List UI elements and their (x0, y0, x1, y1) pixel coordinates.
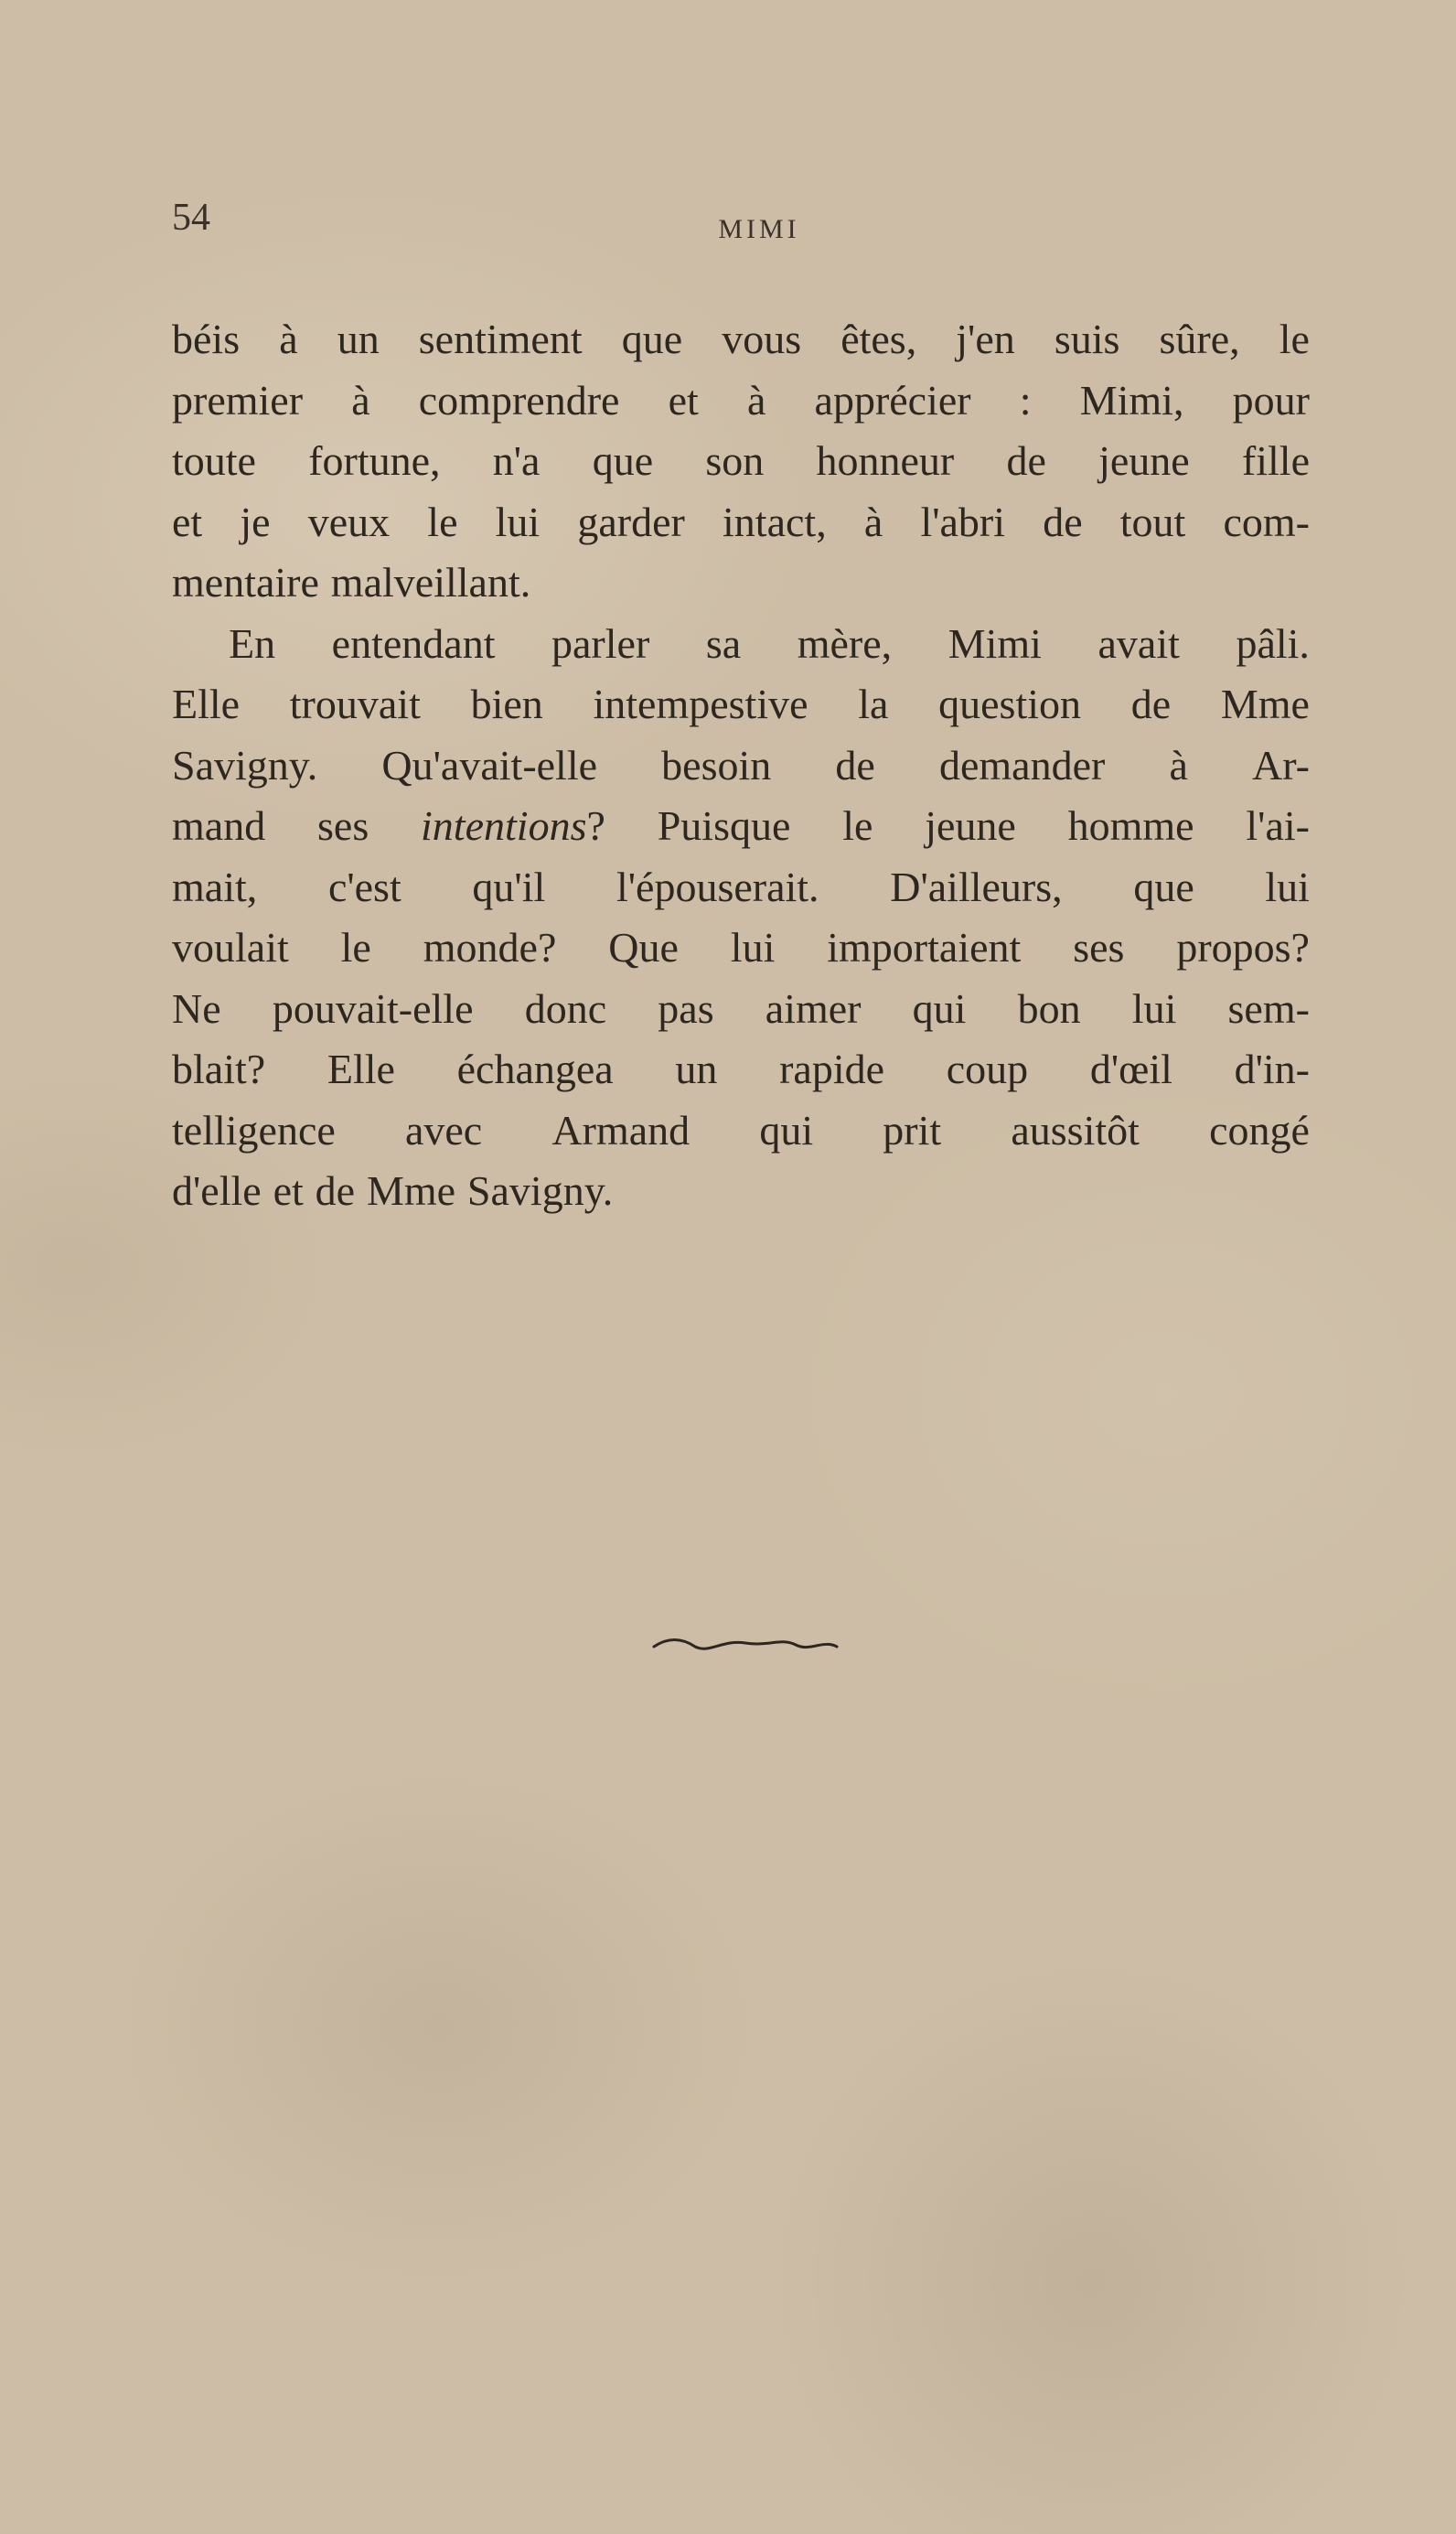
word: mentaire (172, 559, 319, 606)
word: Elle (172, 681, 241, 727)
word: aussitôt (1011, 1106, 1140, 1154)
word: jeune (925, 802, 1016, 849)
word: un (675, 1046, 718, 1092)
word: En (229, 619, 276, 667)
word: prit (883, 1106, 942, 1154)
word: son (705, 437, 765, 484)
word: qui (759, 1106, 814, 1154)
word: mère, (797, 619, 893, 667)
word: la (858, 681, 889, 727)
word: qui (912, 984, 967, 1032)
word: malveillant. (330, 559, 531, 606)
word: que (592, 437, 654, 484)
word: n'a (492, 437, 541, 484)
word: ses (1073, 924, 1125, 971)
word: comprendre (418, 376, 620, 424)
word: de (1006, 437, 1046, 484)
word: intempestive (593, 681, 808, 727)
page-header (172, 196, 1310, 251)
text-line (172, 614, 1310, 675)
text-line (172, 553, 1310, 614)
word: propos? (1176, 924, 1310, 971)
text-line (172, 1101, 1310, 1162)
word: question (938, 681, 1082, 727)
word: Savigny. (466, 1167, 614, 1214)
word: monde? (423, 924, 557, 971)
word: êtes, (840, 316, 917, 362)
text-line (172, 370, 1310, 432)
word: com- (1223, 498, 1310, 545)
word: parler (551, 619, 650, 667)
text-line (172, 857, 1310, 918)
word: Savigny. (172, 741, 318, 789)
word: garder (577, 498, 685, 545)
word: fortune, (308, 437, 441, 484)
word: coup (946, 1046, 1029, 1092)
word: de (315, 1167, 356, 1214)
word: Mme (366, 1167, 456, 1214)
word: mait, (172, 863, 258, 910)
word: ses (317, 802, 369, 849)
word: Mme (1220, 681, 1310, 727)
word: d'elle (172, 1167, 262, 1214)
word: de (1043, 498, 1083, 545)
word: pour (1232, 376, 1310, 424)
word: à (351, 376, 370, 424)
word: telligence (172, 1106, 336, 1154)
word: jeune (1098, 437, 1190, 484)
text-line (172, 674, 1310, 736)
word: fille (1241, 437, 1310, 484)
word: demander (938, 741, 1106, 789)
word: apprécier (814, 376, 971, 424)
body-text (172, 309, 1310, 1222)
word: j'en (956, 316, 1015, 362)
text-line (172, 1039, 1310, 1101)
word: et (668, 376, 699, 424)
word: rapide (779, 1046, 885, 1092)
word: intentions? (421, 802, 605, 849)
word: lui (1131, 984, 1177, 1032)
word: D'ailleurs, (890, 863, 1063, 910)
word: l'ai- (1246, 802, 1310, 849)
word: Ar- (1251, 741, 1310, 789)
word: besoin (661, 741, 772, 789)
word: je (240, 498, 271, 545)
word: lui (730, 924, 776, 971)
word: intact, (723, 498, 827, 545)
word: importaient (827, 924, 1022, 971)
word: un (337, 316, 380, 362)
word: sûre, (1159, 316, 1240, 362)
word: lui (495, 498, 541, 545)
word: bon (1017, 984, 1081, 1032)
page-number: 54 (172, 197, 210, 239)
word: de (835, 741, 875, 789)
word: honneur (816, 437, 955, 484)
word: d'œil (1089, 1046, 1172, 1092)
word: qu'il (472, 863, 546, 910)
word: que (621, 316, 683, 362)
word: pas (658, 984, 714, 1032)
word: toute (172, 437, 256, 484)
word: homme (1067, 802, 1194, 849)
word: sem- (1227, 984, 1310, 1032)
word: à (746, 376, 766, 424)
word: Armand (551, 1106, 691, 1154)
text-line (172, 736, 1310, 797)
word: l'abri (920, 498, 1006, 545)
word: à (279, 316, 298, 362)
word: pouvait-elle (272, 984, 474, 1032)
word: à (863, 498, 883, 545)
word: tout (1119, 498, 1186, 545)
text-line (172, 979, 1310, 1040)
section-end-ornament (649, 1630, 841, 1658)
word: c'est (327, 863, 401, 910)
word: Elle (327, 1046, 395, 1092)
word: vous (722, 316, 802, 362)
word: le (842, 802, 873, 849)
word: mand (172, 802, 266, 849)
word: blait? (172, 1046, 266, 1092)
word: congé (1209, 1106, 1310, 1154)
word: voulait (172, 924, 289, 971)
word: bien (470, 681, 543, 727)
word: Mimi, (1079, 376, 1184, 424)
text-line (172, 431, 1310, 492)
text-line (172, 918, 1310, 979)
word: pâli. (1236, 619, 1310, 667)
word: sa (705, 619, 742, 667)
word: le (1279, 316, 1310, 362)
word: donc (524, 984, 607, 1032)
word: entendant (331, 619, 496, 667)
word: le (427, 498, 458, 545)
word: veux (307, 498, 391, 545)
word: Puisque (657, 802, 791, 849)
word: avec (404, 1106, 483, 1154)
word: et (273, 1167, 304, 1214)
word: sentiment (418, 316, 583, 362)
word: le (340, 924, 371, 971)
word: Que (608, 924, 679, 971)
word: aimer (765, 984, 862, 1032)
word: l'épouserait. (616, 863, 819, 910)
word: avait (1097, 619, 1180, 667)
text-line (172, 309, 1310, 370)
word: échangea (456, 1046, 614, 1092)
word: lui (1265, 863, 1310, 910)
word: Ne (172, 984, 221, 1032)
word: premier (172, 376, 304, 424)
text-line (172, 796, 1310, 857)
word: à (1169, 741, 1188, 789)
running-title: MIMI (718, 214, 800, 244)
word: que (1133, 863, 1194, 910)
word: Mimi (947, 619, 1042, 667)
text-line (172, 492, 1310, 553)
word: de (1130, 681, 1172, 727)
word: d'in- (1234, 1046, 1310, 1092)
word: béis (172, 316, 241, 362)
word: : (1019, 376, 1032, 424)
word: et (172, 498, 203, 545)
word: Qu'avait-elle (381, 741, 598, 789)
word: suis (1054, 316, 1120, 362)
text-line (172, 1161, 1310, 1222)
word: trouvait (289, 681, 421, 727)
